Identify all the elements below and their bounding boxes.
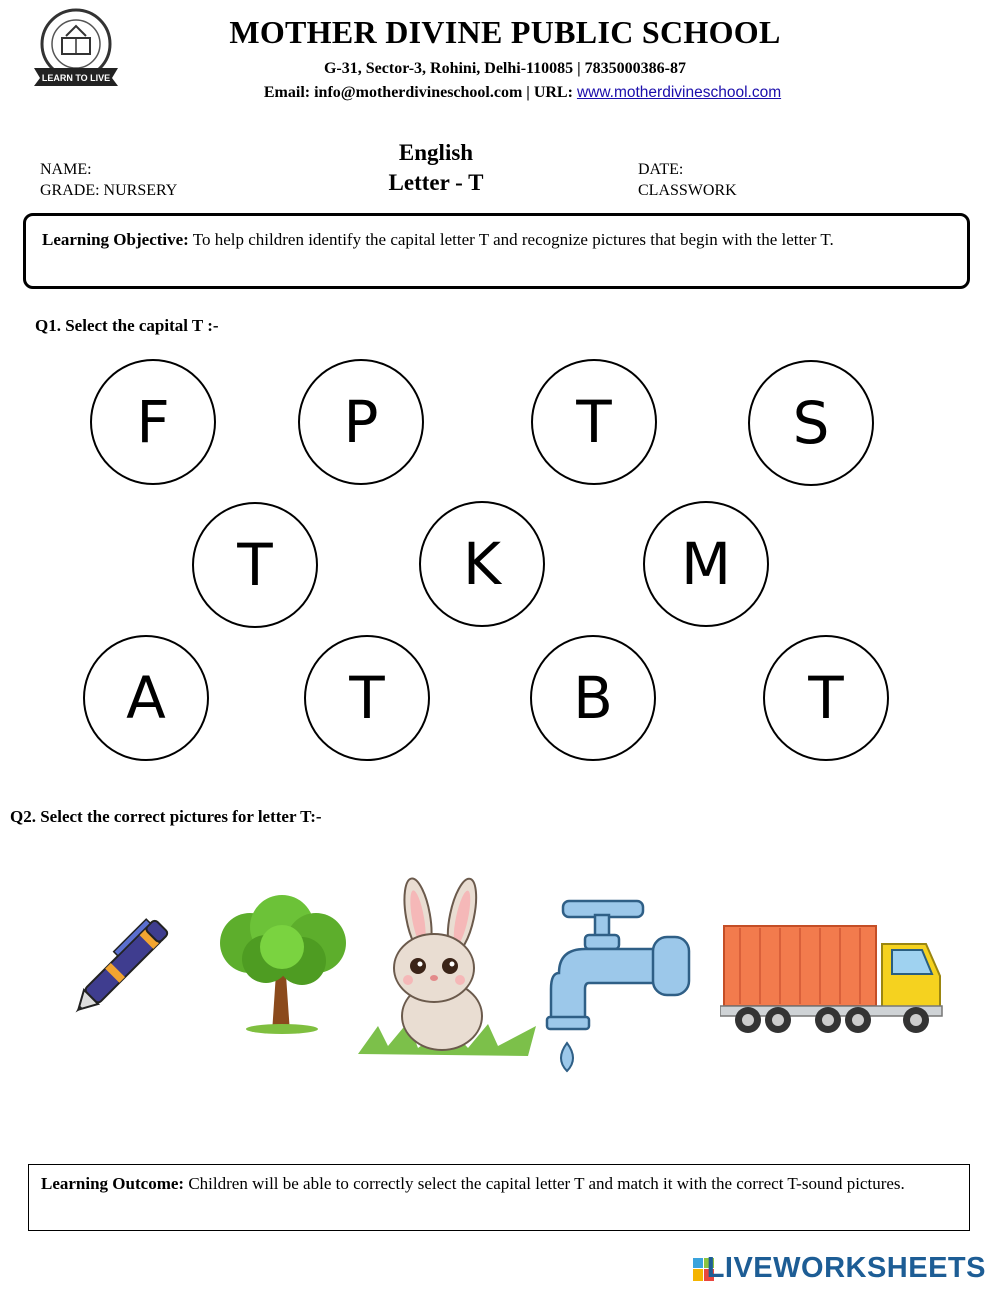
letter-choice[interactable]: P [298,359,424,485]
question-2-title: Q2. Select the correct pictures for letter T:- [10,807,322,826]
letter-choice[interactable]: S [748,360,874,486]
letter-choice[interactable]: F [90,359,216,485]
objective-body: To help children identify the capital letter T and recognize pictures that begin with the letter T. [188,230,834,249]
truck-picture[interactable] [720,920,945,1038]
outcome-label: Learning Outcome: [41,1174,185,1193]
pen-icon [55,893,195,1033]
question-1-title: Q1. Select the capital T :- [35,316,219,335]
name-label: NAME: [40,161,92,178]
email-address: info@motherdivineschool.com [314,84,523,101]
truck-icon [720,920,945,1038]
work-type-label: CLASSWORK [638,182,737,199]
tap-picture[interactable] [545,893,695,1075]
letter-choice[interactable]: M [643,501,769,627]
grade-label: GRADE: NURSERY [40,182,178,199]
letter-choice[interactable]: T [304,635,430,761]
letter-choice[interactable]: B [530,635,656,761]
tree-picture[interactable] [210,893,355,1035]
letter-choice[interactable]: T [192,502,318,628]
objective-box [23,213,970,289]
outcome-text [41,1172,946,1195]
email-label: Email: [263,84,311,101]
url-label: | URL: [526,84,573,101]
pen-picture[interactable] [55,893,195,1033]
topic-title: Letter - T [388,170,484,195]
rabbit-picture[interactable] [358,876,536,1058]
letter-choice[interactable]: T [763,635,889,761]
letter-choice[interactable]: A [83,635,209,761]
outcome-body: Children will be able to correctly select the capital letter T and match it with the correct T-sound pictures. [184,1174,905,1193]
letter-choice[interactable]: T [531,359,657,485]
letter-choice[interactable]: K [419,501,545,627]
subject-title: English [398,140,474,165]
school-url-link[interactable]: www.motherdivineschool.com [576,84,782,101]
objective-label: Learning Objective: [42,230,189,249]
school-address: G-31, Sector-3, Rohini, Delhi-110085 | 7835000386-87 [323,60,687,77]
school-name: MOTHER DIVINE PUBLIC SCHOOL [229,14,781,50]
rabbit-icon [358,876,536,1058]
objective-text [42,229,957,251]
school-contact [0,84,1000,102]
liveworksheets-brand: LIVEWORKSHEETS [706,1252,986,1284]
logo-ribbon-text: LEARN TO LIVE [41,73,111,83]
tap-icon [545,893,695,1075]
tree-icon [210,893,355,1035]
date-label: DATE: [638,161,684,178]
